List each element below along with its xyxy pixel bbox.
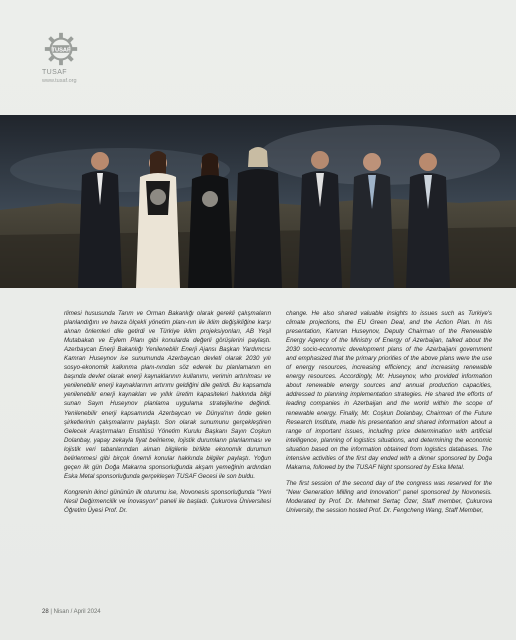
body-column-turkish xyxy=(64,309,271,522)
org-name: TUSAF xyxy=(42,69,67,76)
page-number: 28 xyxy=(42,609,49,615)
paragraph-en-2: The first session of the second day of the congress was reserved for the "New Generation Milling and Innovation" panel sponsored by Novonesis. Moderated by Prof. Dr. Mehmet Sertaç Özer, Staff member, Çukurova University, the session hosted Prof. Dr. Fengcheng Wang, Staff Member, xyxy=(286,479,492,514)
footer-separator: | xyxy=(50,609,54,615)
award-ceremony-photo xyxy=(0,115,516,288)
body-column-english xyxy=(286,309,492,522)
paragraph-tr-2: Kongrenin ikinci gününün ilk oturumu ise, Novonesis sponsorluğunda "Yeni Nesil Değirmencilik ve İnovasyon" paneli ile başladı. Çukurova Üniversitesi Öğretim Üyesi Prof. Dr. xyxy=(64,488,271,514)
issue-date: Nisan / April 2024 xyxy=(53,609,101,615)
logo-wordmark: TUSAF xyxy=(51,47,71,54)
gear-emblem-icon xyxy=(42,30,80,68)
paragraph-tr-1: rlimesi hususunda Tarım ve Orman Bakanlığı olarak gerekli çalışmaların planlandığını ve havza ölçekli yönetim planı-nın ile iklim değişikliğine karşı alınan önlemleri dile getirdi ve Türkiye iklim projeksiyonları, AB Yeşil Mutabakatı ve Eylem Planı gibi konularda değerli görüşlerini paylaştı. Azerbaycan Enerji Bakanlığı Yenilenebilir Enerji Ajansı Başkan Yardımcısı Kamran Huseynov ise sunumunda Azerbaycan devleti olarak 2030 yılı sosyo-ekonomik kalkınma planı-nından söz ederek bu planlamanın en başında devlet olarak enerji kaynaklarının kullanımı, verimin artırılması ve yenilenebilir enerji kaynaklarının artırımı geldiğini dile getirdi. Bu kapsamda yenilenebilir enerji kaynakları ve yıllık üretim kapasiteleri hakkında bilgi sunan Sayın Huseynov planlama uygulama stratejilerine değindi. Yenilenebilir enerji kapsamında Azerbaycan ve Dünya'nın önde gelen şirketlerinin çalışmalarını paylaştı. Son olarak sunumunu gerçekleştiren Gelecek Araştırmaları Enstitüsü Yönetim Kurulu Başkanı Sayın Coşkun Dolanbay, yapay zekayla fiyat belirleme, lojistik durumların planlanması ve lojistik veri tabanlarından alınan bilgilerle birlikte ekonomik durumun belirlenmesi gibi birçok önemli konular hakkında bilgiler paylaştı. Yoğun geçen ilk gün Doğa Makarna sponsorluğunda akşam yemeğinin ardından Eska Metal sponsorluğunda gerçekleşen TUSAF Gecesi ile son buldu. xyxy=(64,310,271,480)
paragraph-en-1: change. He also shared valuable insights to issues such as Turkiye's climate projections, the EU Green Deal, and the Action Plan. In his presentation, Kamran Huseynov, Deputy Chairman of the Renewable Energy Agency of the Ministry of Energy of Azerbaijan, talked about the 2030 socio-economic development plans of the Azerbaijani government and emphasized that the primary priorities of the above plans were the use of energy resources, increasing efficiency, and increasing renewable energy resources. Accordingly, Mr. Huseynov, who provided information about renewable energy sources and annual production capacities, addressed to planning implementation strategies. He shared the efforts of leading companies in Azerbaijan and the world within the scope of renewable energy. Finally, Mr. Coşkun Dolanbay, Chairman of the Future Research Institute, made his presentation and shared information about a range of important issues, including price determination with artificial intelligence, planning of logistics situations, and determining the economic situation based on the information obtained from logistics databases. The intensive activities of the first day ended with a dinner sponsored by Doğa Makarna, followed by the TUSAF Night sponsored by Eska Metal. xyxy=(286,310,492,471)
org-url[interactable]: www.tusaf.org xyxy=(42,78,77,84)
page-footer xyxy=(42,609,101,615)
